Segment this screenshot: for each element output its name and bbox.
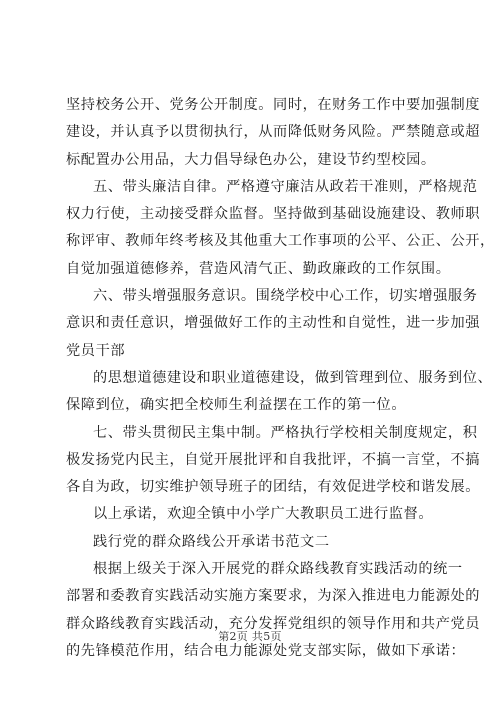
page-number-footer: 第2页 共5页 (218, 630, 282, 643)
text-line: 群众路线教育实践活动，充分发挥党组织的领导作用和共产党员 (66, 615, 481, 632)
text-line: 权力行使，主动接受群众监督。坚持做到基础设施建设、教师职 (66, 206, 481, 223)
text-line: 党员干部 (66, 342, 126, 359)
text-line: 极发扬党内民主，自觉开展批评和自我批评，不搞一言堂，不搞 (66, 451, 481, 468)
text-line: 保障到位，确实把全校师生利益摆在工作的第一位。 (66, 397, 407, 414)
text-line: 建设，并认真予以贯彻执行，从而降低财务风险。严禁随意或超 (66, 124, 481, 141)
text-line: 践行党的群众路线公开承诺书范文二 (93, 533, 330, 550)
text-line: 各自为政，切实维护领导班子的团结，有效促进学校和谐发展。 (66, 479, 481, 496)
text-line: 以上承诺，欢迎全镇中小学广大教职员工进行监督。 (93, 506, 434, 523)
text-line: 意识和责任意识，增强做好工作的主动性和自觉性，进一步加强 (66, 315, 481, 332)
text-line: 部署和委教育实践活动实施方案要求，为深入推进电力能源处的 (66, 588, 481, 605)
document-body (66, 92, 495, 665)
text-line: 七、带头贯彻民主集中制。严格执行学校相关制度规定，积 (93, 424, 478, 441)
text-line: 根据上级关于深入开展党的群众路线教育实践活动的统一 (93, 561, 463, 578)
text-line: 坚持校务公开、党务公开制度。同时，在财务工作中要加强制度 (66, 97, 481, 113)
text-line: 标配置办公用品，大力倡导绿色办公，建设节约型校园。 (66, 151, 436, 168)
text-line: 的先锋模范作用，结合电力能源处党支部实际，做如下承诺： (66, 642, 466, 659)
text-line: 自觉加强道德修养，营造风清气正、勤政廉政的工作氛围。 (66, 260, 451, 277)
text-line: 称评审、教师年终考核及其他重大工作事项的公平、公正、公开， (66, 233, 495, 250)
text-line: 五、带头廉洁自律。严格遵守廉洁从政若干准则，严格规范 (93, 178, 478, 195)
text-line: 的思想道德建设和职业道德建设，做到管理到位、服务到位、 (93, 369, 493, 386)
text-line: 六、带头增强服务意识。围绕学校中心工作，切实增强服务 (93, 288, 478, 305)
